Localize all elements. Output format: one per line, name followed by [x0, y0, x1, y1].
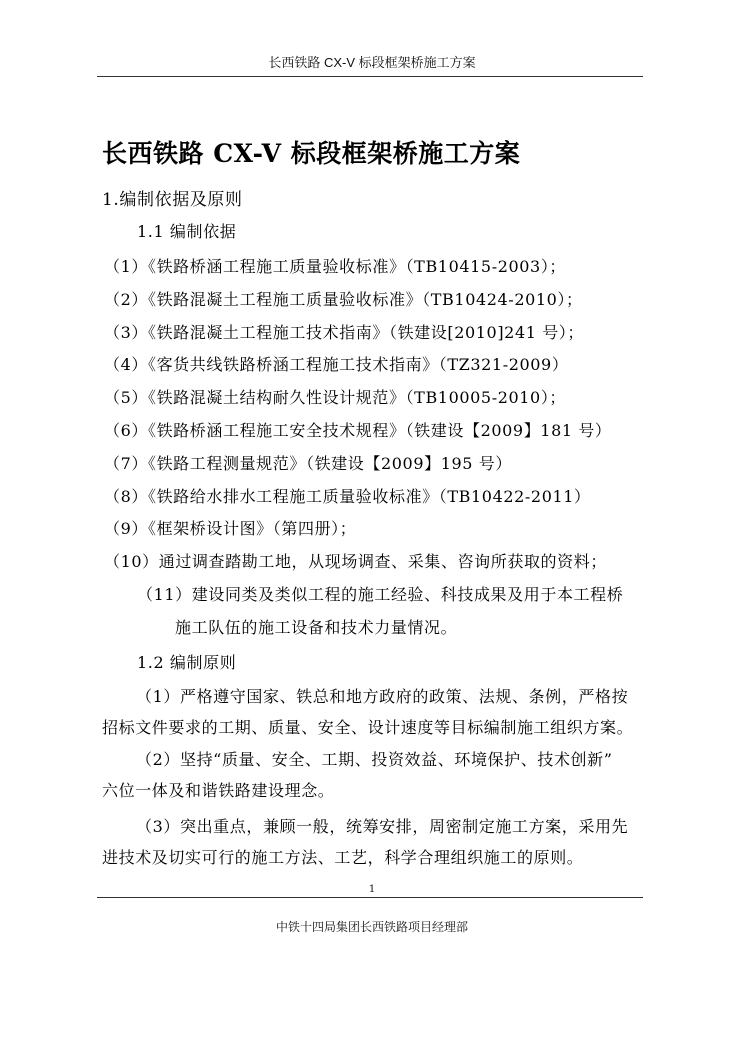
header-divider — [97, 76, 643, 77]
basis-item-6: （6）《铁路桥涵工程施工安全技术规程》（铁建设【2009】181 号） — [104, 421, 612, 440]
basis-item-4: （4）《客货共线铁路桥涵工程施工技术指南》（TZ321-2009） — [104, 355, 569, 374]
footer-divider — [97, 897, 643, 898]
principle-2: （2）坚持“质量、安全、工期、投资效益、环境保护、技术创新” — [136, 750, 613, 769]
document-title: 长西铁路 CX-V 标段框架桥施工方案 — [102, 139, 521, 168]
basis-item-1: （1）《铁路桥涵工程施工质量验收标准》（TB10415-2003）； — [104, 257, 567, 276]
basis-item-11-continued: 施工队伍的施工设备和技术力量情况。 — [175, 618, 458, 637]
principle-3-continued: 进技术及切实可行的施工方法、工艺，科学合理组织施工的原则。 — [102, 848, 584, 867]
principle-1-continued: 招标文件要求的工期、质量、安全、设计速度等目标编制施工组织方案。 — [102, 718, 634, 737]
page-header: 长西铁路 CX-V 标段框架桥施工方案 — [268, 55, 476, 70]
basis-item-8: （8）《铁路给水排水工程施工质量验收标准》（TB10422-2011） — [104, 487, 591, 506]
principle-2-continued: 六位一体及和谐铁路建设理念。 — [102, 781, 335, 800]
basis-item-9: （9）《框架桥设计图》（第四册）； — [104, 519, 357, 538]
basis-item-7: （7）《铁路工程测量规范》（铁建设【2009】195 号） — [104, 454, 512, 473]
basis-item-2: （2）《铁路混凝土工程施工质量验收标准》（TB10424-2010）； — [104, 290, 583, 309]
subsection-heading: 1.1 编制依据 — [137, 222, 237, 241]
principle-1: （1）严格遵守国家、铁总和地方政府的政策、法规、条例，严格按 — [136, 687, 629, 706]
basis-item-10: （10）通过调查踏勘工地，从现场调查、采集、咨询所获取的资料； — [104, 552, 607, 571]
basis-item-3: （3）《铁路混凝土工程施工技术指南》（铁建设[2010]241 号）； — [104, 323, 585, 342]
page-footer: 中铁十四局集团长西铁路项目经理部 — [275, 920, 468, 934]
principle-3: （3）突出重点，兼顾一般，统筹安排，周密制定施工方案，采用先 — [136, 817, 629, 836]
basis-item-11: （11）建设同类及类似工程的施工经验、科技成果及用于本工程桥 — [137, 585, 624, 604]
basis-item-5: （5）《铁路混凝土结构耐久性设计规范》（TB10005-2010）； — [104, 388, 567, 407]
page-number: 1 — [368, 884, 376, 895]
section-heading: 1.编制依据及原则 — [102, 190, 243, 210]
subsection-heading: 1.2 编制原则 — [137, 653, 237, 672]
